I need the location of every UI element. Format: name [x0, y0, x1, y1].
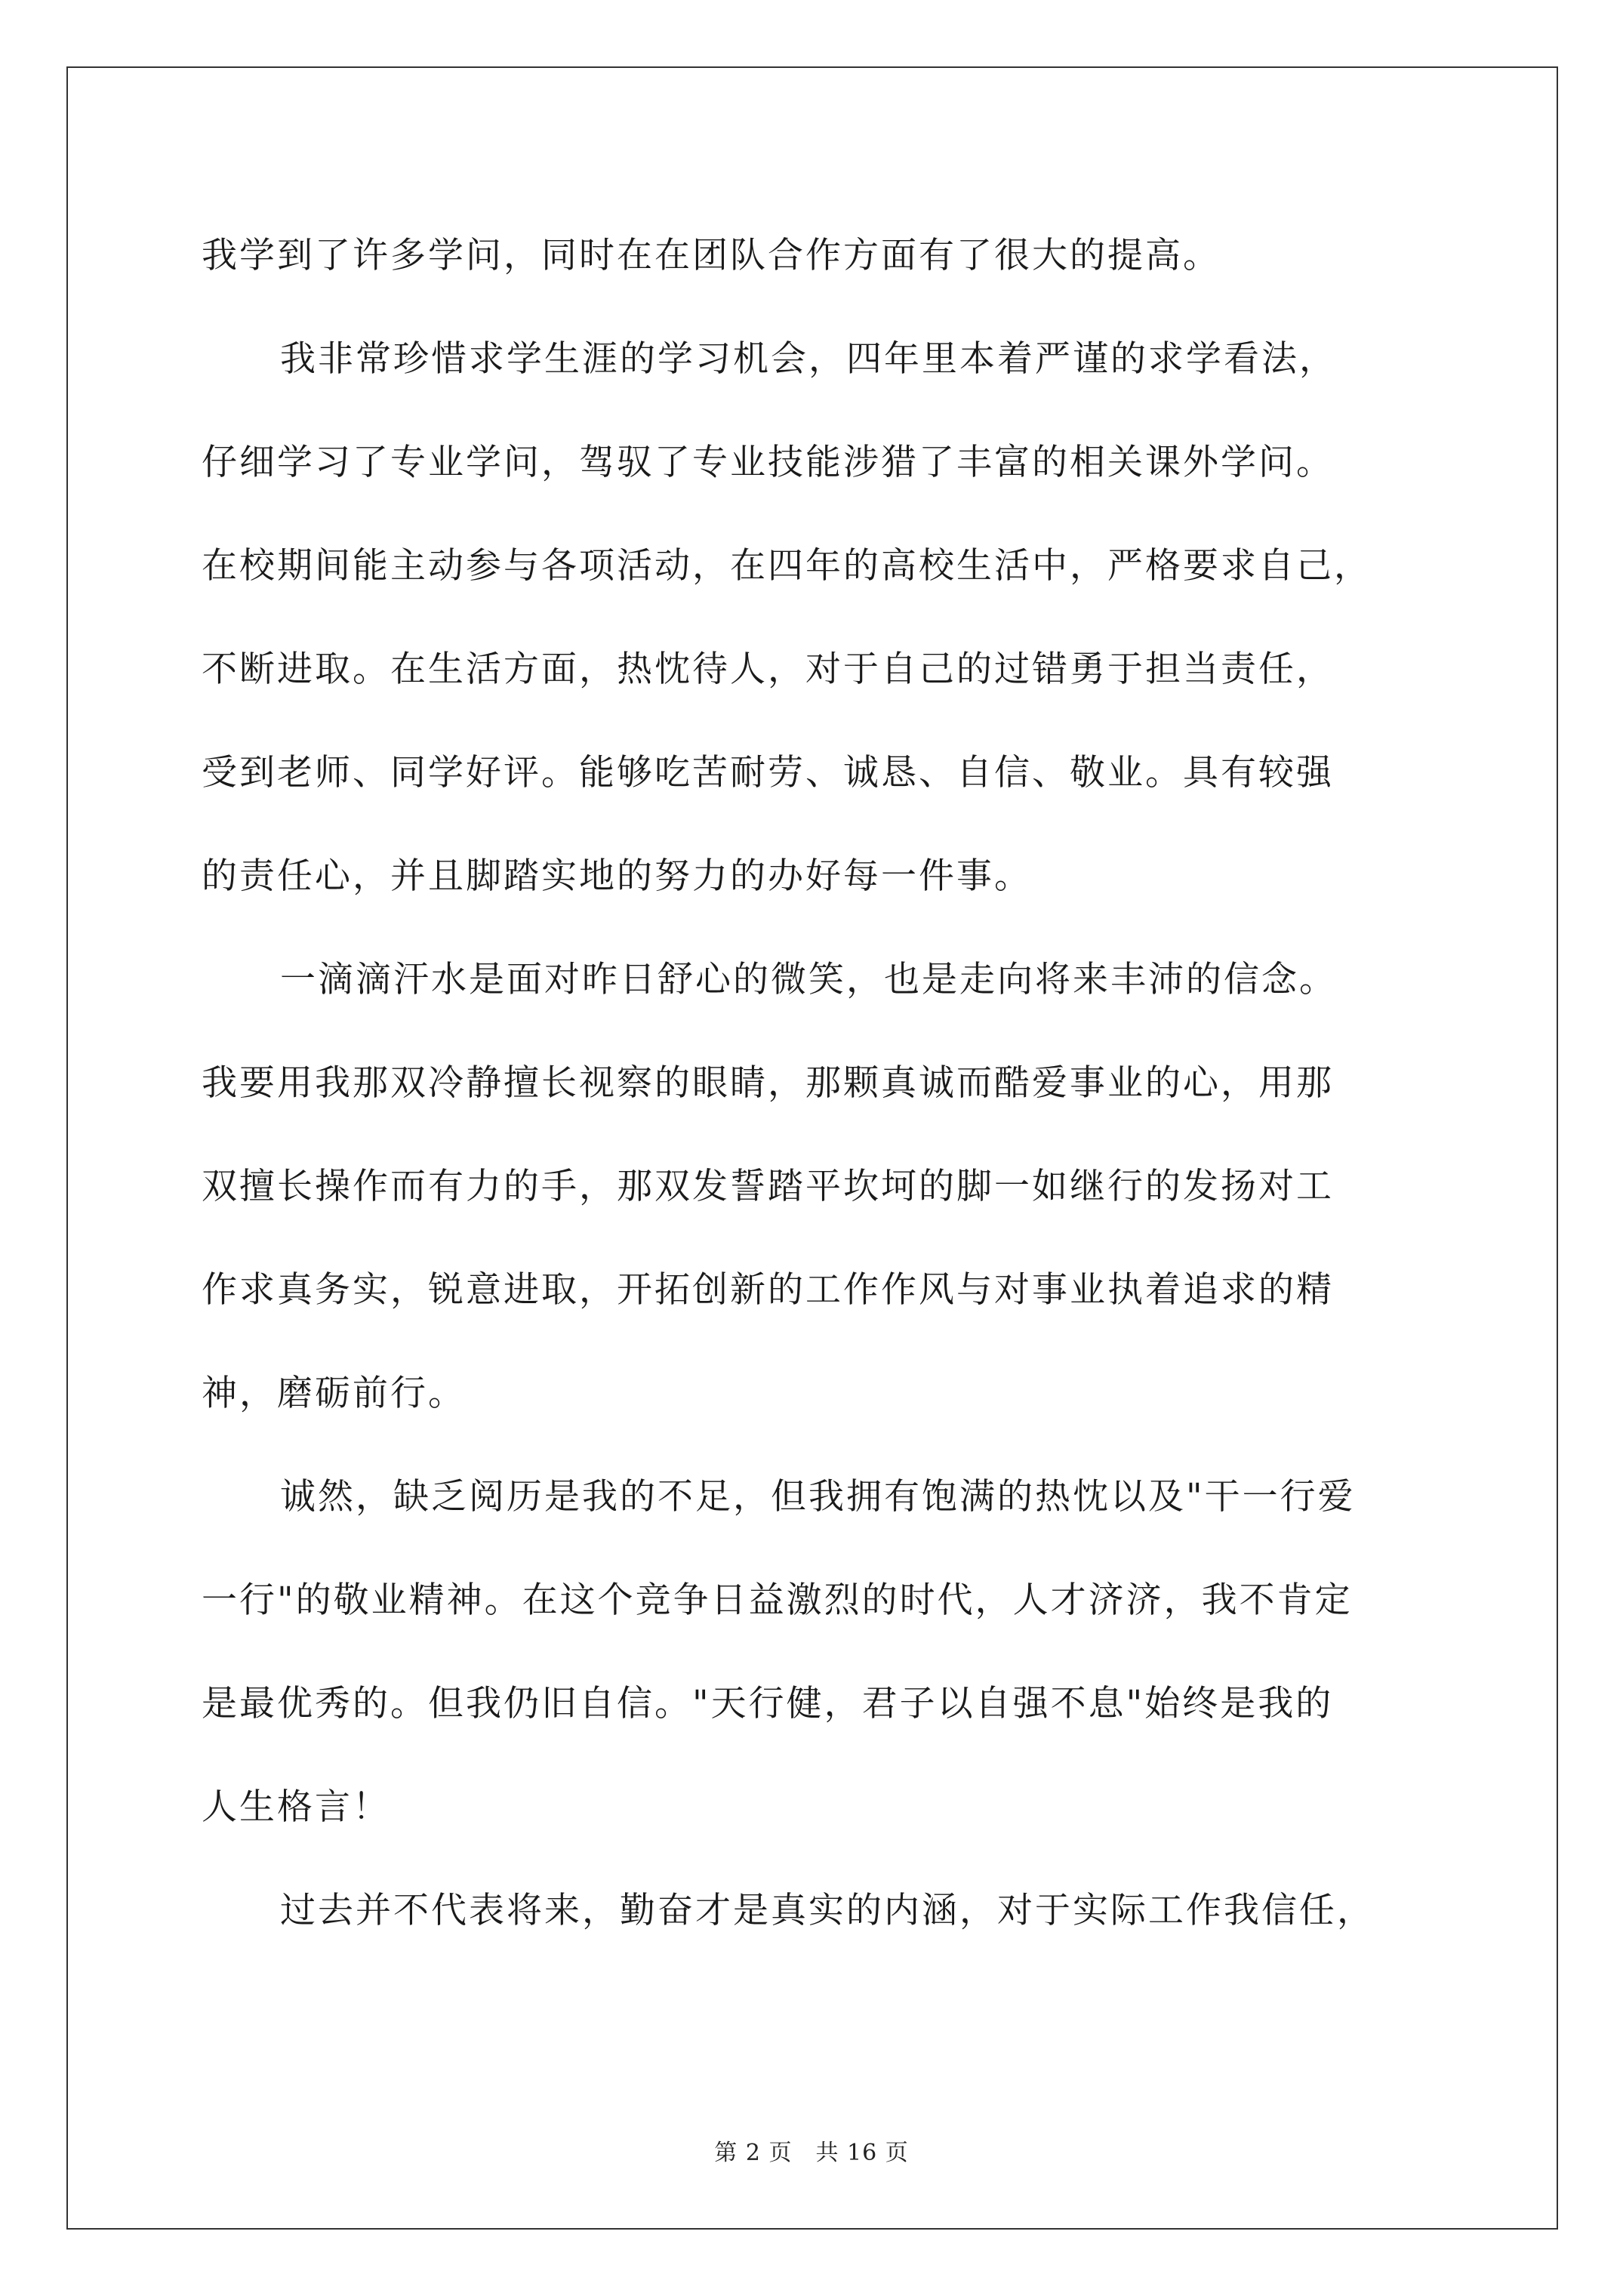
text-line: 我非常珍惜求学生涯的学习机会，四年里本着严谨的求学看法， [280, 338, 1337, 380]
text-line: 在校期间能主动参与各项活动，在四年的高校生活中，严格要求自己， [202, 545, 1372, 587]
text-line: 一滴滴汗水是面对昨日舒心的微笑，也是走向将来丰沛的信念。 [280, 959, 1337, 1000]
text-line: 双擅长操作而有力的手，那双发誓踏平坎坷的脚一如继行的发扬对工 [202, 1166, 1334, 1207]
text-line: 过去并不代表将来，勤奋才是真实的内涵，对于实际工作我信任， [280, 1890, 1375, 1931]
text-line: 我学到了许多学问，同时在在团队合作方面有了很大的提高。 [202, 235, 1221, 276]
text-line: 仔细学习了专业学问，驾驭了专业技能涉猎了丰富的相关课外学问。 [202, 442, 1334, 483]
text-line: 是最优秀的。但我仍旧自信。"天行健，君子以自强不息"始终是我的 [202, 1683, 1334, 1724]
text-line: 的责任心，并且脚踏实地的努力的办好每一件事。 [202, 855, 1032, 897]
text-line: 作求真务实，锐意进取，开拓创新的工作作风与对事业执着追求的精 [202, 1269, 1334, 1311]
document-body [202, 204, 1470, 1962]
text-line: 受到老师、同学好评。能够吃苦耐劳、诚恳、自信、敬业。具有较强 [202, 752, 1334, 794]
text-line: 诚然，缺乏阅历是我的不足，但我拥有饱满的热忱以及"干一行爱 [280, 1476, 1356, 1518]
text-line: 神，磨砺前行。 [202, 1373, 466, 1414]
text-line: 人生格言！ [202, 1786, 390, 1828]
text-line: 一行"的敬业精神。在这个竞争日益激烈的时代，人才济济，我不肯定 [202, 1579, 1353, 1621]
text-line: 不断进取。在生活方面，热忱待人，对于自己的过错勇于担当责任， [202, 649, 1334, 690]
page-number-footer: 第 2 页 共 16 页 [714, 2140, 909, 2166]
text-line: 我要用我那双冷静擅长视察的眼睛，那颗真诚而酷爱事业的心，用那 [202, 1062, 1334, 1104]
